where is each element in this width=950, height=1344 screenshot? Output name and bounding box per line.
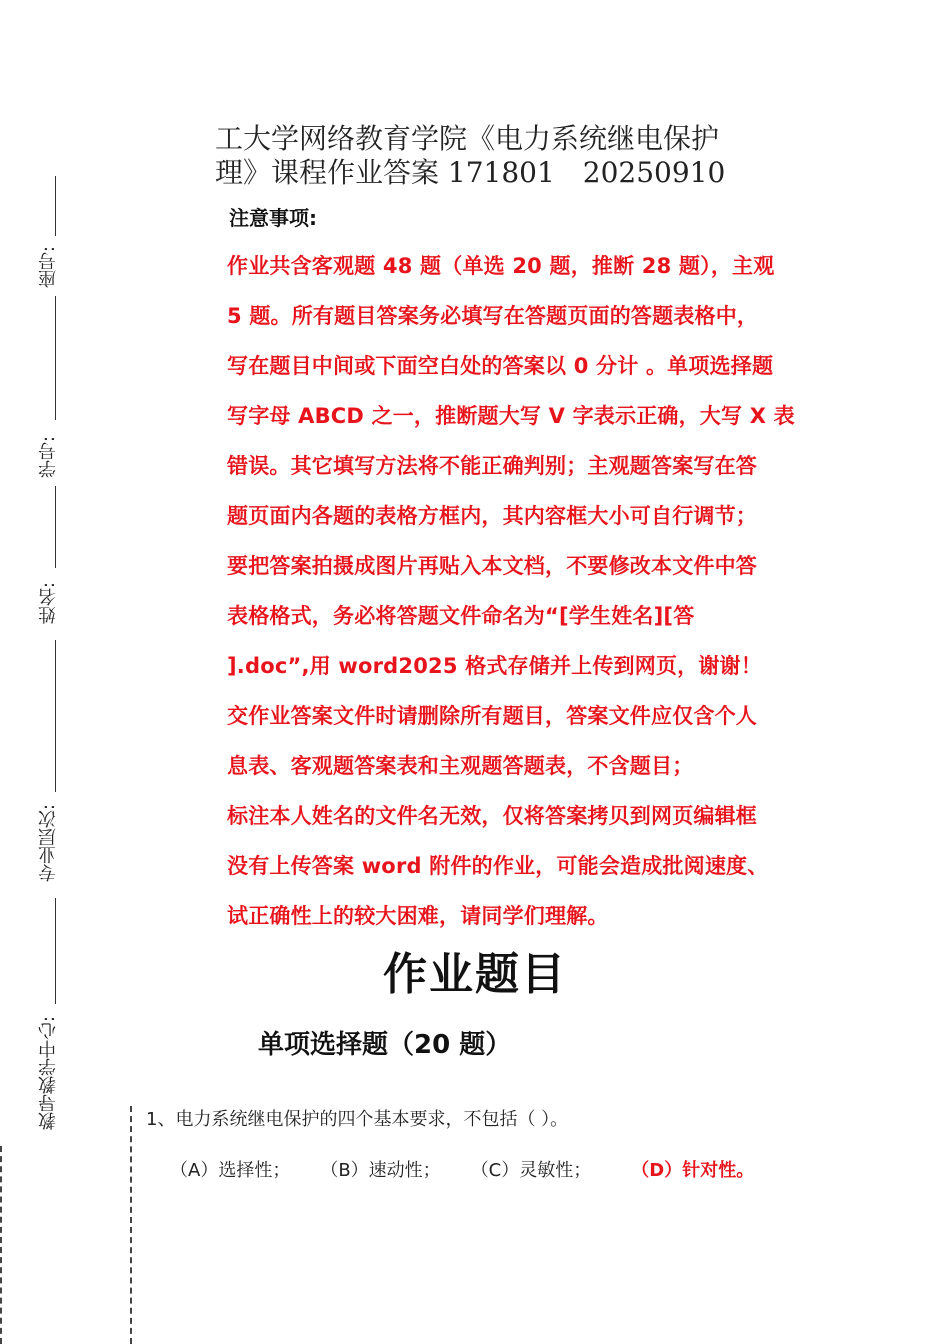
- notice-line: 交作业答案文件时请删除所有题目，答案文件应仅含个人: [227, 704, 757, 728]
- binding-dashed-line-right: [130, 1106, 132, 1344]
- major-level-label: 专业层次:: [38, 804, 59, 883]
- notice-line: 息表、客观题答案表和主观题答题表，不含题目；: [227, 754, 694, 778]
- notice-line: 写字母 ABCD 之一，推断题大写 V 字表示正确，大写 X 表: [227, 404, 795, 428]
- section-heading: 单项选择题（20 题）: [258, 1030, 512, 1060]
- option-c: （C）灵敏性；: [470, 1160, 592, 1181]
- notice-list: [227, 246, 927, 946]
- title-line-2: 理》课程作业答案 171801 20250910: [215, 156, 726, 189]
- option-d-answer: （D）针对性。: [631, 1160, 755, 1181]
- notice-line: 写在题目中间或下面空白处的答案以 0 分计 。单项选择题: [227, 354, 774, 378]
- notice-line: 标注本人姓名的文件名无效，仅将答案拷贝到网页编辑框: [227, 804, 757, 828]
- side-line-seat: [55, 176, 56, 236]
- side-line-major: [55, 640, 56, 792]
- option-a: （A）选择性；: [170, 1160, 291, 1181]
- document-title: [215, 122, 915, 190]
- assignment-heading: 作业题目: [383, 949, 567, 1000]
- title-line-1: 工大学网络教育学院《电力系统继电保护: [215, 122, 720, 155]
- notice-line: 错误。其它填写方法将不能正确判别；主观题答案写在答: [227, 454, 757, 478]
- question-text: 1、电力系统继电保护的四个基本要求，不包括（ ）。: [146, 1109, 569, 1130]
- side-line-studentid: [55, 296, 56, 420]
- side-line-name: [55, 486, 56, 568]
- name-label: 姓名:: [38, 582, 59, 625]
- notice-heading: 注意事项:: [229, 206, 317, 230]
- notice-line: 作业共含客观题 48 题（单选 20 题，推断 28 题），主观: [227, 254, 775, 278]
- notice-line: 没有上传答案 word 附件的作业，可能会造成批阅速度、: [227, 854, 769, 878]
- notice-line: 表格格式，务必将答题文件命名为“[学生姓名][答: [227, 604, 695, 628]
- student-id-label: 学号:: [38, 436, 59, 479]
- binding-dashed-line-left: [0, 1146, 2, 1344]
- notice-line: 试正确性上的较大困难，请同学们理解。: [227, 904, 609, 928]
- teaching-center-label: 教导教学中心:: [38, 1016, 59, 1131]
- option-b: （B）速动性；: [320, 1160, 441, 1181]
- notice-line: ].doc”,用 word2025 格式存储并上传到网页，谢谢！: [227, 654, 762, 678]
- notice-line: 5 题。所有题目答案务必填写在答题页面的答题表格中，: [227, 304, 759, 328]
- notice-line: 要把答案拍摄成图片再贴入本文档，不要修改本文件中答: [227, 554, 757, 578]
- seat-label: 座号:: [38, 246, 59, 289]
- notice-block: [215, 110, 923, 940]
- notice-line: 题页面内各题的表格方框内，其内容框大小可自行调节；: [227, 504, 757, 528]
- question-options: [170, 1156, 784, 1182]
